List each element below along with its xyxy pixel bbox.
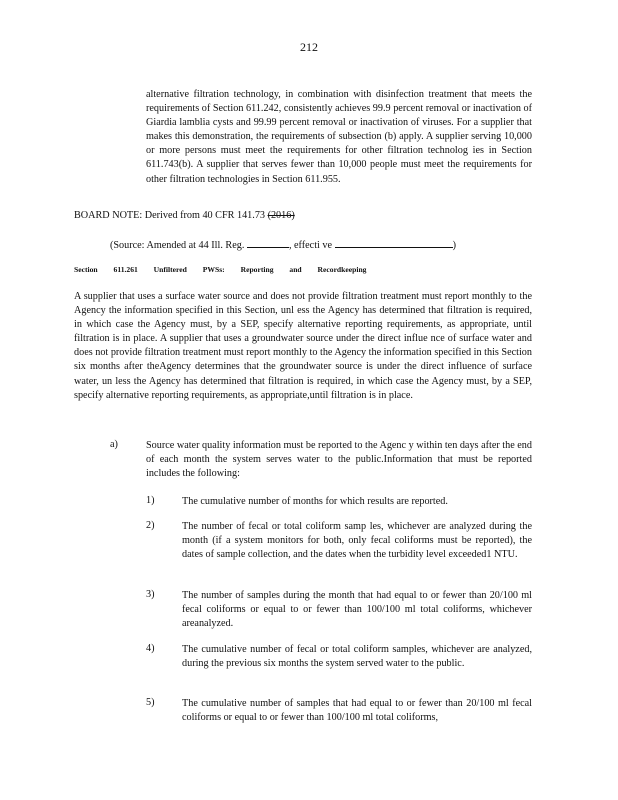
source-note	[110, 238, 456, 251]
register-page-blank	[247, 238, 289, 248]
section-heading: Section 611.261 Unfiltered PWSs: Reporting and Recordkeeping	[74, 265, 367, 274]
board-note	[74, 210, 295, 221]
subsection-a-text: Source water quality information must be reported to the Agenc y within ten days after the end of each month the system serves water to the public.Information that must be reported includes the following:	[146, 440, 532, 480]
item-4-text: The cumulative number of fecal or total coliform samples, whichever are analyzed, during the previous six months the system served water to the public.	[182, 644, 532, 670]
effective-date-blank	[335, 238, 453, 248]
source-note-suffix: )	[452, 240, 456, 251]
source-note-middle: , effecti ve	[288, 240, 333, 251]
intro-continuation-paragraph: alternative filtration technology, in combination with disinfection treatment that meets the requirements of Section 611.242, consistently achieves 99.9 percent removal or inactivation of Giardia lamblia cysts and 99.99 percent removal or inactivation of viruses. For a supplier that makes this demonstration, the requirements of subsection (b) apply. A supplier serving 10,000 or more persons must meet the requirements for other filtration technolog ies in Section 611.743(b). A supplier that serves fewer than 10,000 people must meet the requirements for other filtration technologies in Section 611.955.	[146, 89, 532, 185]
item-3-text: The number of samples during the month that had equal to or fewer than 20/100 ml fecal coliforms or equal to or fewer than 100/100 ml total coliforms, whichever areanalyzed.	[182, 590, 532, 630]
section-main-paragraph: A supplier that uses a surface water source and does not provide filtration treatment must report monthly to the Agency the information specified in this Section, unl ess the Agency has determined that filtration is required, in which case the Agency must, by a SEP, specify alternative reporting requirements, as appropriate, until filtration is in place. A supplier that uses a groundwater source under the direct influe nce of surface water and does not provide filtration treatment must report monthly to the Agency the information specified in this Section six months after theAgency determines that the groundwater source is under the direct influence of surface water, un less the Agency has determined that filtration is required, in which case the Agency must, by a SEP, specify alternative reporting requirements, as appropriate,until filtration is in place.	[74, 291, 532, 401]
page-number: 212	[300, 40, 318, 54]
item-2-number: 2)	[146, 520, 155, 531]
item-5-number: 5)	[146, 697, 155, 708]
item-3-number: 3)	[146, 589, 155, 600]
subsection-a-label: a)	[110, 439, 118, 450]
item-1-number: 1)	[146, 495, 155, 506]
item-4-number: 4)	[146, 643, 155, 654]
item-2-text: The number of fecal or total coliform samp les, whichever are analyzed during the month (if a system monitors for both, only fecal coliforms must be reported), the dates of sample collection, and the dates when the turbidity level exceeded1 NTU.	[182, 521, 532, 561]
item-1-text: The cumulative number of months for which results are reported.	[182, 496, 448, 507]
board-note-struck-year: (2016)	[267, 210, 295, 221]
source-note-prefix: (Source: Amended at 44 Ill. Reg.	[110, 240, 245, 251]
board-note-text: BOARD NOTE: Derived from 40 CFR 141.73	[74, 210, 266, 221]
item-5-text: The cumulative number of samples that had equal to or fewer than 20/100 ml fecal coliforms or equal to or fewer than 100/100 ml total coliforms,	[182, 698, 532, 724]
